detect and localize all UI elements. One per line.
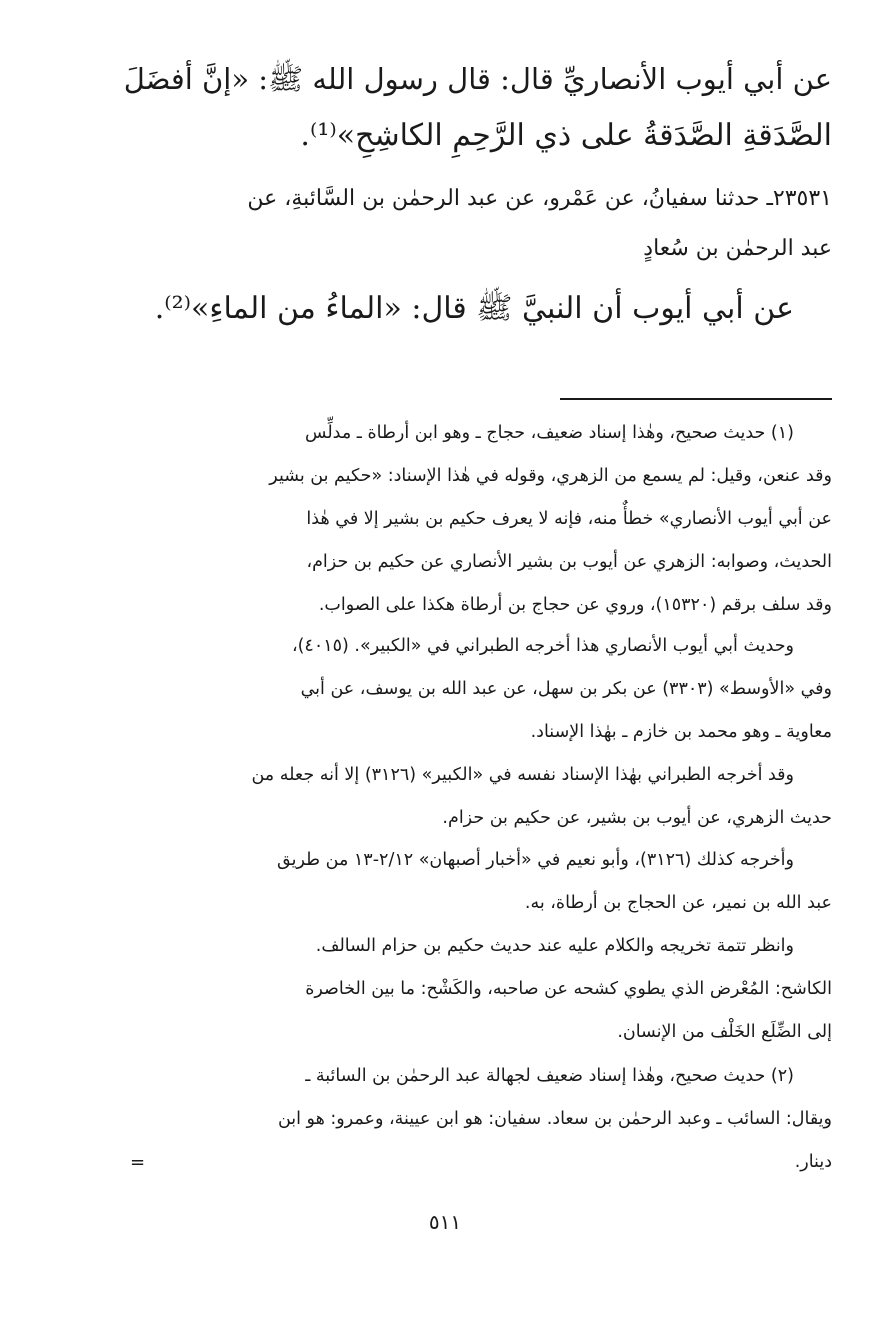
footnote-line: معاوية ـ وهو محمد بن خازم ـ بهٰذا الإسناد. [530, 722, 832, 742]
footnote-line: وقد أخرجه الطبراني بهٰذا الإسناد نفسه في «الكبير» (٣١٢٦) إلا أنه جعله من [251, 765, 794, 785]
footnote-line: حديث الزهري، عن أيوب بن بشير، عن حكيم بن حزام. [442, 808, 832, 828]
hadith-text-line: الصَّدَقةِ الصَّدَقةُ على ذي الرَّحِمِ الكاشِحِ»⁽¹⁾. [300, 118, 832, 153]
footnote-line: ويقال: السائب ـ وعبد الرحمٰن بن سعاد. سفيان: هو ابن عيينة، وعمرو: هو ابن [277, 1109, 832, 1129]
footnote-line: وقد عنعن، وقيل: لم يسمع من الزهري، وقوله في هٰذا الإسناد: «حكيم بن بشير [269, 466, 832, 486]
footnote-separator [560, 398, 832, 400]
hadith-text-line: عن أبي أيوب الأنصاريِّ قال: قال رسول الله ﷺ: «إنَّ أفضَلَ [123, 62, 832, 96]
footnote-line: عن أبي أيوب الأنصاري» خطأٌ منه، فإنه لا يعرف حكيم بن بشير إلا في هٰذا [306, 509, 832, 529]
isnad-line: عبد الرحمٰن بن سُعادٍ [643, 236, 832, 261]
footnote-line: وحديث أبي أيوب الأنصاري هذا أخرجه الطبراني في «الكبير». (٤٠١٥)، [291, 636, 794, 656]
footnote-line: وأخرجه كذلك (٣١٢٦)، وأبو نعيم في «أخبار أصبهان» ٢/١٢-١٣ من طريق [277, 850, 794, 870]
footnote-line: وانظر تتمة تخريجه والكلام عليه عند حديث حكيم بن حزام السالف. [315, 936, 794, 956]
footnote-line: الكاشح: المُعْرض الذي يطوي كشحه عن صاحبه، والكَشْح: ما بين الخاصرة [305, 979, 832, 999]
footnote-line: (١) حديث صحيح، وهٰذا إسناد ضعيف، حجاج ـ وهو ابن أرطاة ـ مدلِّس [305, 423, 794, 443]
footnote-line: إلى الضِّلَع الخَلْف من الإنسان. [617, 1022, 832, 1042]
continuation-mark: = [130, 1152, 146, 1173]
footnote-line: وقد سلف برقم (١٥٣٢٠)، وروي عن حجاج بن أرطاة هكذا على الصواب. [318, 595, 832, 615]
footnote-line: (٢) حديث صحيح، وهٰذا إسناد ضعيف لجهالة عبد الرحمٰن بن السائبة ـ [305, 1066, 794, 1086]
footnote-line: وفي «الأوسط» (٣٣٠٣) عن بكر بن سهل، عن عبد الله بن يوسف، عن أبي [300, 679, 832, 699]
footnote-line: دينار. [794, 1152, 832, 1172]
isnad-line: ٢٣٥٣١ـ حدثنا سفيانُ، عن عَمْرو، عن عبد الرحمٰن بن السَّائبةِ، عن [247, 186, 832, 211]
hadith-text-line: عن أبي أيوب أن النبيَّ ﷺ قال: «الماءُ من الماءِ»⁽²⁾. [154, 291, 794, 326]
page-number: ٥١١ [428, 1210, 462, 1234]
footnote-line: عبد الله بن نمير، عن الحجاج بن أرطاة، به. [524, 893, 832, 913]
footnote-line: الحديث، وصوابه: الزهري عن أيوب بن بشير الأنصاري عن حكيم بن حزام، [306, 552, 832, 572]
